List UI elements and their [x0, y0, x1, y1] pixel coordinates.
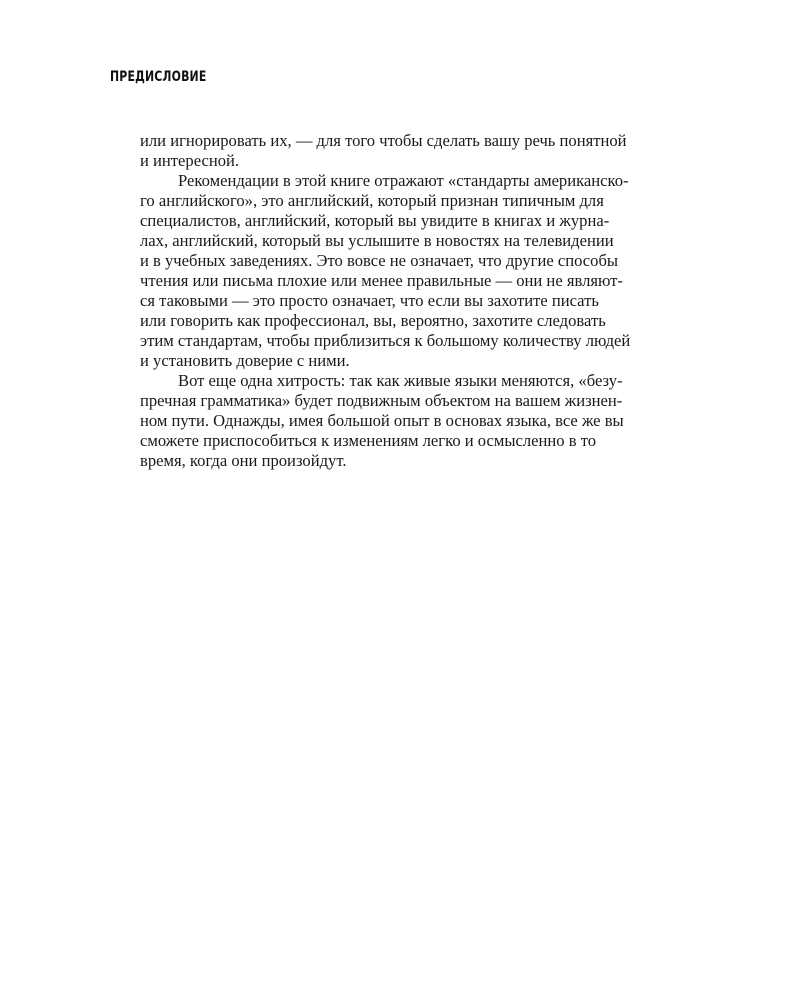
- text-line: ся таковыми — это просто означает, что если вы захотите писать: [140, 291, 599, 310]
- text-line: ном пути. Однажды, имея большой опыт в основах языка, все же вы: [140, 411, 624, 430]
- text-line: го английского», это английский, который признан типичным для: [140, 191, 604, 210]
- text-line: этим стандартам, чтобы приблизиться к большому количеству людей: [140, 331, 631, 350]
- text-line: специалистов, английский, который вы увидите в книгах и журна-: [140, 211, 610, 230]
- text-line: и в учебных заведениях. Это вовсе не означает, что другие способы: [140, 251, 619, 270]
- text-line: или говорить как профессионал, вы, вероятно, захотите следовать: [140, 311, 606, 330]
- text-line: пречная грамматика» будет подвижным объектом на вашем жизнен-: [140, 391, 623, 410]
- text-line: чтения или письма плохие или менее правильные — они не являют-: [140, 271, 623, 290]
- running-head: ПРЕДИСЛОВИЕ: [110, 69, 207, 85]
- paragraph-first-line: Рекомендации в этой книге отражают «стандарты американско-: [178, 171, 629, 190]
- body-text: [140, 131, 685, 471]
- text-line: и установить доверие с ними.: [140, 351, 350, 370]
- text-line: сможете приспособиться к изменениям легко и осмысленно в то: [140, 431, 597, 450]
- text-line: и интересной.: [140, 151, 240, 170]
- text-line: лах, английский, который вы услышите в новостях на телевидении: [140, 231, 614, 250]
- text-line: или игнорировать их, — для того чтобы сделать вашу речь понятной: [140, 131, 627, 150]
- text-line: время, когда они произойдут.: [140, 451, 347, 470]
- paragraph-first-line: Вот еще одна хитрость: так как живые языки меняются, «безу-: [178, 371, 623, 390]
